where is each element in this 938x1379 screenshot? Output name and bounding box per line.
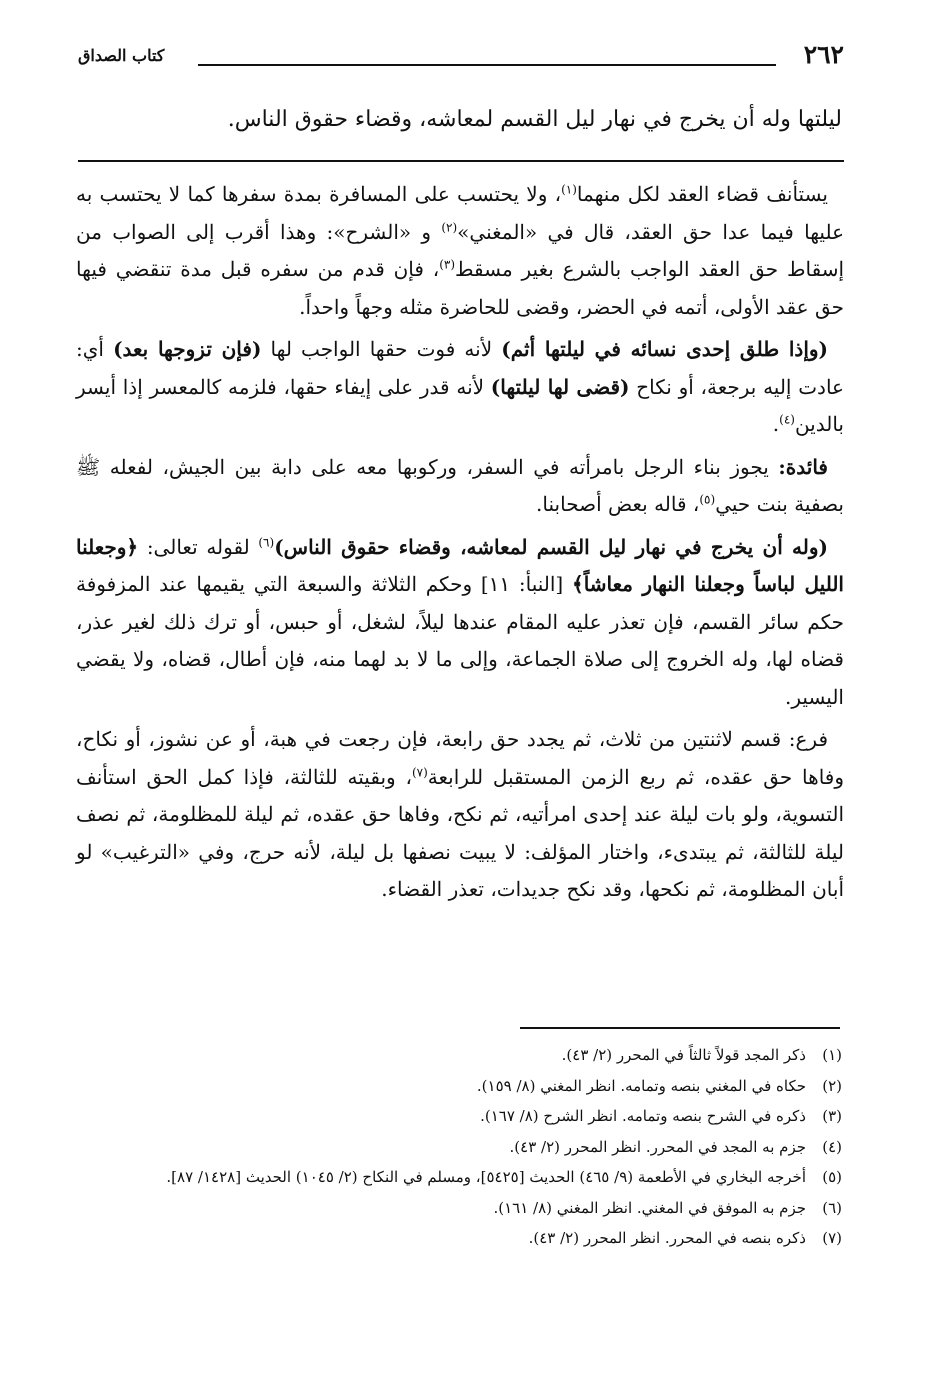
footnote-ref[interactable]: (٤)	[779, 412, 795, 427]
paragraph-5	[76, 721, 844, 909]
footnote-ref[interactable]: (١)	[561, 182, 577, 197]
footnotes	[72, 1040, 842, 1254]
commentary-body	[76, 176, 844, 914]
paragraph-1	[76, 176, 844, 326]
footnote	[72, 1223, 842, 1254]
footnote-ref[interactable]: (٧)	[411, 764, 428, 779]
footnote	[72, 1162, 842, 1193]
footnote-text: أخرجه البخاري في الأطعمة (٩/ ٤٦٥) الحديث [٥٤٢٥]، ومسلم في النكاح (٢/ ١٠٤٥) الحديث [١٤٢٨/ ٨٧].	[166, 1168, 806, 1186]
base-text: ليلتها وله أن يخرج في نهار ليل القسم لمعاشه، وقضاء حقوق الناس.	[227, 107, 842, 132]
footnote	[72, 1071, 842, 1102]
footnote-ref[interactable]: (٥)	[699, 492, 716, 507]
footnote-number: (٥)	[822, 1168, 842, 1186]
text-run: لقوله تعالى:	[138, 534, 259, 559]
text-run: لأنه قدر على إيفاء حقها، فلزمه كالمعسر إذا أيسر بالدين	[76, 374, 844, 436]
footnote	[72, 1193, 842, 1224]
footnote-number: (٣)	[822, 1107, 842, 1125]
paragraph-2	[76, 331, 844, 444]
bold-text-run: (وله أن يخرج في نهار ليل القسم لمعاشه، وقضاء حقوق الناس)	[274, 534, 828, 559]
footnote-ref[interactable]: (٣)	[439, 257, 456, 272]
text-run: [النبأ: ١١] وحكم الثلاثة والسبعة التي يقيمها عند المزفوفة حكم سائر القسم، فإن تعذر عليه المقام عندها ليلاً، لشغل، أو حبس، أو ترك ذلك لغير عذر، قضاه لها، وله الخروج إلى صلاة الجماعة، وإلى ما لا بد لهما منه، فإن أطال، قضاه، ولا يقضي اليسير.	[76, 572, 844, 709]
text-run: أي: عادت إليه برجعة، أو نكاح	[76, 337, 844, 399]
footnote-number: (٧)	[822, 1229, 842, 1247]
text-run: ، قاله بعض أصحابنا.	[536, 492, 700, 516]
text-run: فرع: قسم لاثنتين من ثلاث، ثم يجدد حق رابعة، فإن رجعت في هبة، أو عن نشوز، أو نكاح، وفاها حق عقده، ثم ربع الزمن المستقبل للرابعة	[76, 727, 845, 789]
bold-text-run: فائدة:	[778, 454, 828, 479]
footnote-text: ذكره بنصه في المحرر. انظر المحرر (٢/ ٤٣).	[528, 1229, 806, 1247]
footnote	[72, 1040, 842, 1071]
bold-text-run: (قضى لها ليلتها)	[490, 374, 630, 399]
text-run: ، وبقيته للثالثة، فإذا كمل الحق استأنف التسوية، ولو بات ليلة عند إحدى امرأتيه، ثم نكح، وفاها حق عقده، ثم ليلة للمظلومة، ثم نصف ليلة للثالثة، ثم يبتدىء، واختار المؤلف: لا يبيت نصفها بل ليلة، لأنه حرج، وفي «الترغيب» لو أبان المظلومة، ثم نكحها، وقد نكح جديدات، تعذر القضاء.	[76, 764, 844, 901]
footnote-number: (٢)	[822, 1076, 842, 1095]
footnote-text: حكاه في المغني بنصه وتمامه. انظر المغني (٨/ ١٥٩).	[476, 1076, 806, 1095]
text-run: لأنه فوت حقها الواجب لها	[261, 337, 502, 361]
footnote-rule	[520, 1027, 840, 1029]
running-header	[78, 36, 844, 72]
quran-verse: ﴿وجعلنا الليل لباساً وجعلنا النهار معاشاً﴾	[76, 534, 844, 596]
footnote-ref[interactable]: (٦)	[258, 534, 275, 549]
footnote-number: (١)	[822, 1046, 842, 1064]
paragraph-3	[76, 449, 844, 524]
page-number: ٢٦٢	[803, 40, 844, 69]
bold-text-run: (فإن تزوجها بعد)	[113, 337, 262, 361]
footnote-text: ذكره في الشرح بنصه وتمامه. انظر الشرح (٨/ ١٦٧).	[480, 1107, 806, 1125]
base-text-rule	[78, 160, 844, 162]
bold-text-run: (وإذا طلق إحدى نسائه في ليلتها أثم)	[501, 337, 828, 361]
header-rule	[198, 64, 776, 66]
footnote-number: (٦)	[822, 1198, 842, 1217]
text-run: يجوز بناء الرجل بامرأته في السفر، وركوبها معه على دابة بين الجيش، لفعله ﷺ بصفية بنت حيي	[76, 454, 844, 516]
footnote-text: ذكر المجد قولاً ثالثاً في المحرر (٢/ ٤٣).	[561, 1046, 806, 1064]
footnote-text: جزم به المجد في المحرر. انظر المحرر (٢/ ٤٣).	[509, 1137, 806, 1156]
footnote-number: (٤)	[822, 1137, 842, 1156]
text-run: ، فإن قدم من سفره قبل مدة تنقضي فيها حق عقد الأولى، أتمه في الحضر، وقضى للحاضرة مثله وجهاً واحداً.	[76, 257, 844, 319]
chapter-title: كتاب الصداق	[78, 46, 165, 65]
footnote-ref[interactable]: (٢)	[441, 219, 458, 234]
footnote	[72, 1132, 842, 1163]
text-run: ، ولا يحتسب على المسافرة بمدة سفرها كما لا يحتسب به عليها فيما عدا حق العقد، قال في «المغني»	[76, 182, 844, 244]
footnote-text: جزم به الموفق في المغني. انظر المغني (٨/ ١٦١).	[493, 1198, 806, 1217]
footnote	[72, 1101, 842, 1132]
text-run: .	[772, 412, 780, 436]
text-run: و «الشرح»: وهذا أقرب إلى الصواب من إسقاط حق العقد الواجب بالشرع بغير مسقط	[76, 219, 845, 281]
text-run: يستأنف قضاء العقد لكل منهما	[576, 182, 828, 206]
paragraph-4	[76, 529, 844, 717]
